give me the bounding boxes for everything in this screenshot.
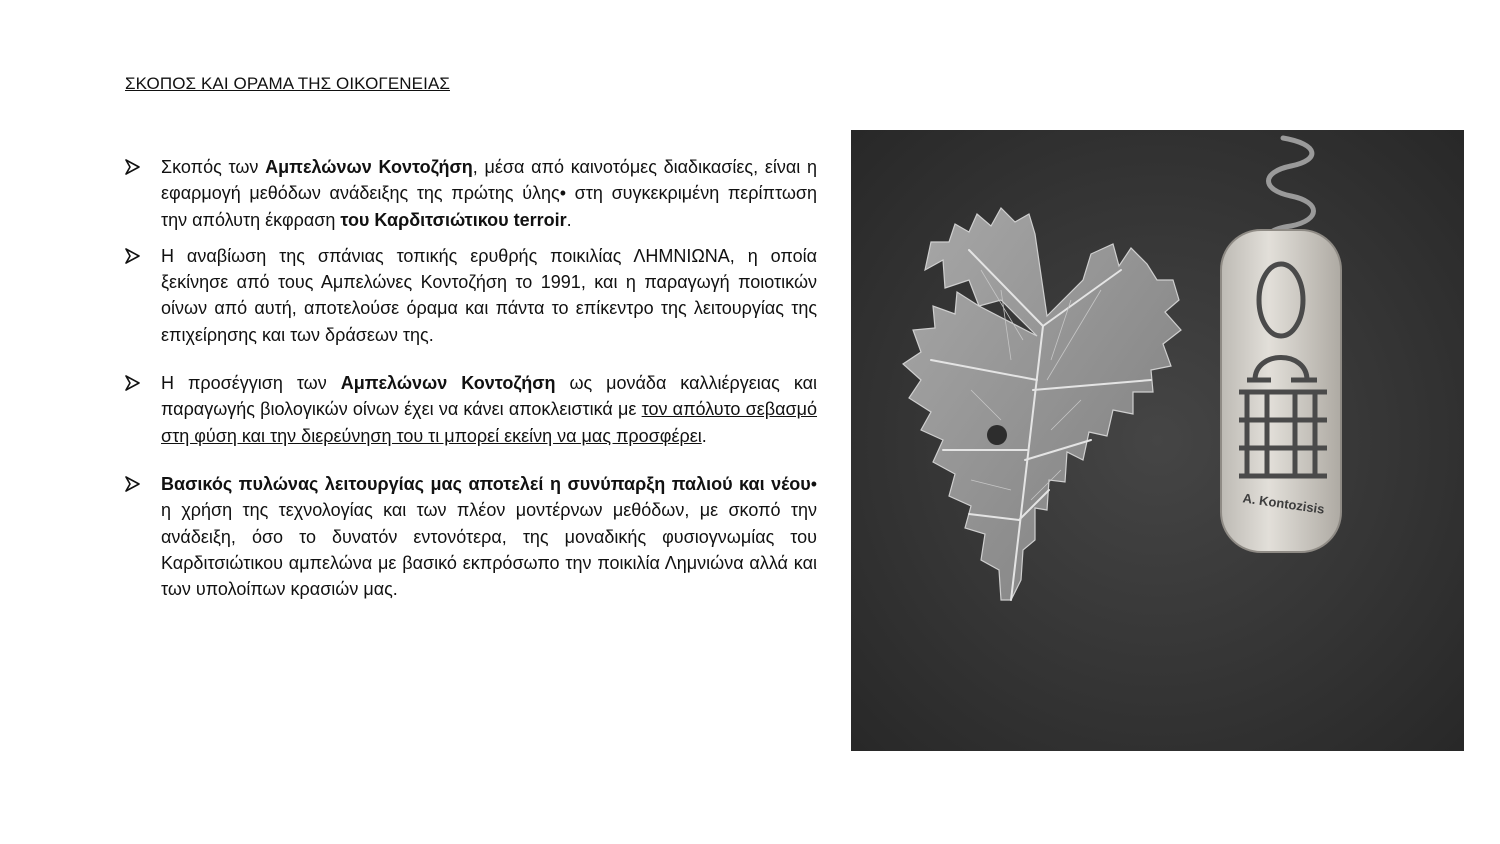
- bullet-bold-text: Αμπελώνων Κοντοζήση: [340, 373, 556, 394]
- bullet-text: .: [701, 425, 707, 446]
- bullet-item: [125, 243, 817, 348]
- arrowhead-bullet-icon: [125, 372, 141, 394]
- slide-title: ΣΚΟΠΟΣ ΚΑΙ ΟΡΑΜΑ ΤΗΣ ΟΙΚΟΓΕΝΕΙΑΣ: [125, 74, 450, 93]
- arrowhead-bullet-icon: [125, 245, 141, 267]
- bullet-item: [125, 370, 817, 449]
- bullet-text: ως μονάδα καλλιέργειας και παραγωγής βιολογικών οίνων έχει να κάνει αποκλειστικά με: [161, 373, 817, 420]
- arrowhead-bullet-icon: [125, 473, 141, 495]
- bullet-bold-text: Αμπελώνων Κοντοζήση: [265, 157, 473, 177]
- cork-label: A. Kontozisis: [1241, 490, 1326, 517]
- leaf-and-cork-photo: [851, 130, 1464, 751]
- bullet-item: [125, 471, 817, 602]
- bullet-item: [125, 154, 817, 233]
- leaf-hole: [987, 425, 1007, 445]
- bullet-text: .: [566, 209, 572, 230]
- bullet-list: [125, 154, 817, 602]
- bullet-text: Η αναβίωση της σπάνιας τοπικής ερυθρής ποικιλίας ΛΗΜΝΙΩΝΑ, η οποία ξεκίνησε από τους Αμπελώνες Κοντοζήση το 1991, και η παραγωγή ποιοτικών οίνων από αυτή, αποτελούσε όραμα και πάντα το επίκεντρο της λειτουργίας της επιχείρησης και των δράσεων της.: [161, 245, 817, 345]
- wine-cork-icon: [1221, 230, 1341, 552]
- arrowhead-bullet-icon: [125, 156, 141, 178]
- bullet-text: • η χρήση της τεχνολογίας και των πλέον μοντέρνων μεθόδων, με σκοπό την ανάδειξη, όσο το δυνατόν εντονότερα, της μοναδικής φυσιογνωμίας του Καρδιτσιώτικου αμπελώνα με βασικό εκπρόσωπο την ποικιλία Λημνιώνα αλλά και των υπολοίπων κρασιών μας.: [161, 473, 817, 600]
- bullet-bold-text: Βασικός πυλώνας λειτουργίας μας αποτελεί η συνύπαρξη παλιού και νέου: [161, 473, 811, 494]
- bullet-text: Η προσέγγιση των: [161, 373, 341, 394]
- bullet-bold-text: του Καρδιτσιώτικου terroir: [340, 209, 567, 230]
- bullet-text: Σκοπός των: [161, 157, 266, 177]
- bullet-text: , μέσα από καινοτόμες διαδικασίες, είναι η εφαρμογή μεθόδων ανάδειξης της πρώτης ύλης• στη συγκεκριμένη περίπτωση την απόλυτη έκφραση: [161, 157, 817, 230]
- bullet-underlined-text: τον απόλυτο σεβασμό στη φύση και την διερεύνηση του τι μπορεί εκείνη να μας προσφέρει: [161, 399, 818, 446]
